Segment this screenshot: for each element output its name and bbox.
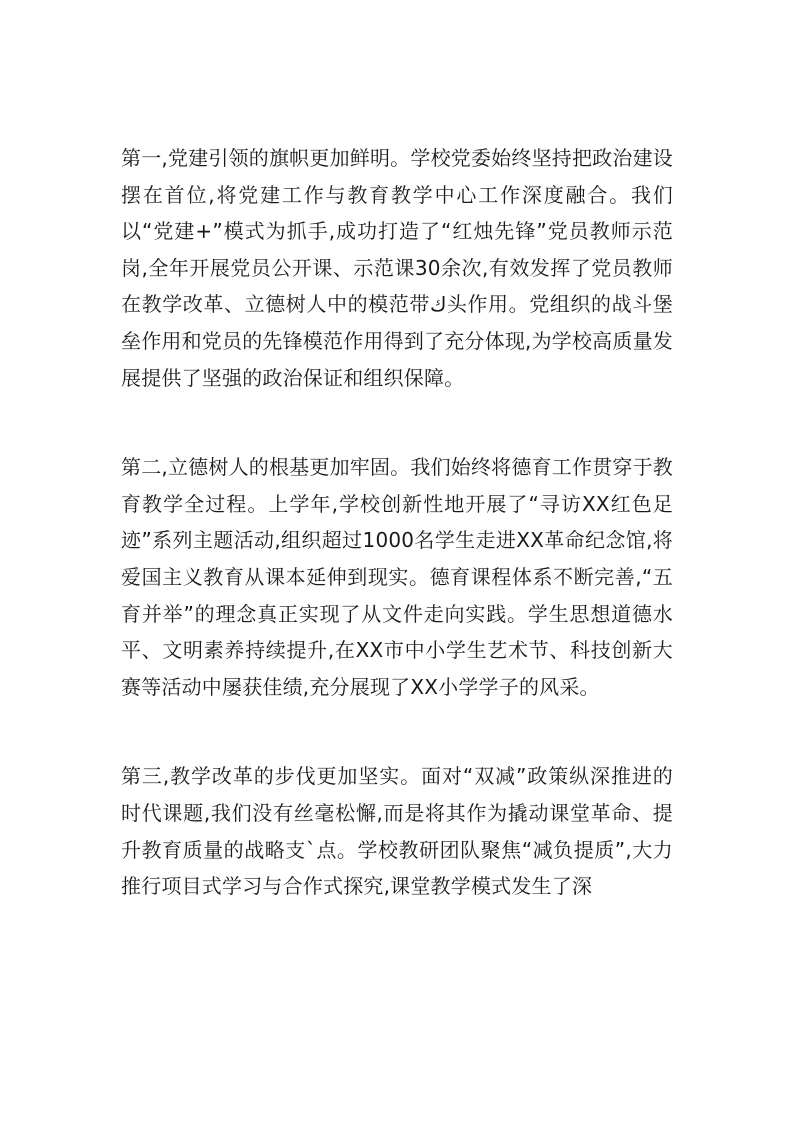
paragraph-moral-education: 第二,立德树人的根基更加牢固。我们始终将德育工作贯穿于教育教学全过程。上学年,学校创新性地开展了“寻访XX红色足迹”系列主题活动,组织超过1000名学生走进XX革命纪念馆,将爱国主义教育从课本延伸到现实。德育课程体系不断完善,“五育并举”的理念真正实现了从文件走向实践。学生思想道德水平、文明素养持续提升,在XX市中小学生艺术节、科技创新大赛等活动中屡获佳绩,充分展现了XX小学学子的风采。 — [121, 455, 673, 699]
document-body — [121, 140, 673, 958]
paragraph-party-building: 第一,党建引领的旗帜更加鲜明。学校党委始终坚持把政治建设摆在首位,将党建工作与教育教学中心工作深度融合。我们以“党建+”模式为抓手,成功打造了“红烛先锋”党员教师示范岗,全年开展党员公开课、示范课30余次,有效发挥了党员教师在教学改革、立德树人中的模范带ك头作用。党组织的战斗堡垒作用和党员的先锋模范作用得到了充分体现,为学校高质量发展提供了坚强的政治保证和组织保障。 — [121, 146, 674, 390]
paragraph-teaching-reform: 第三,教学改革的步伐更加坚实。面对“双减”政策纵深推进的时代课题,我们没有丝毫松懈,而是将其作为撬动课堂革命、提升教育质量的战略支`点。学校教研团队聚焦“减负提质”,大力推行项目式学习与合作式探究,课堂教学模式发生了深 — [121, 764, 673, 899]
